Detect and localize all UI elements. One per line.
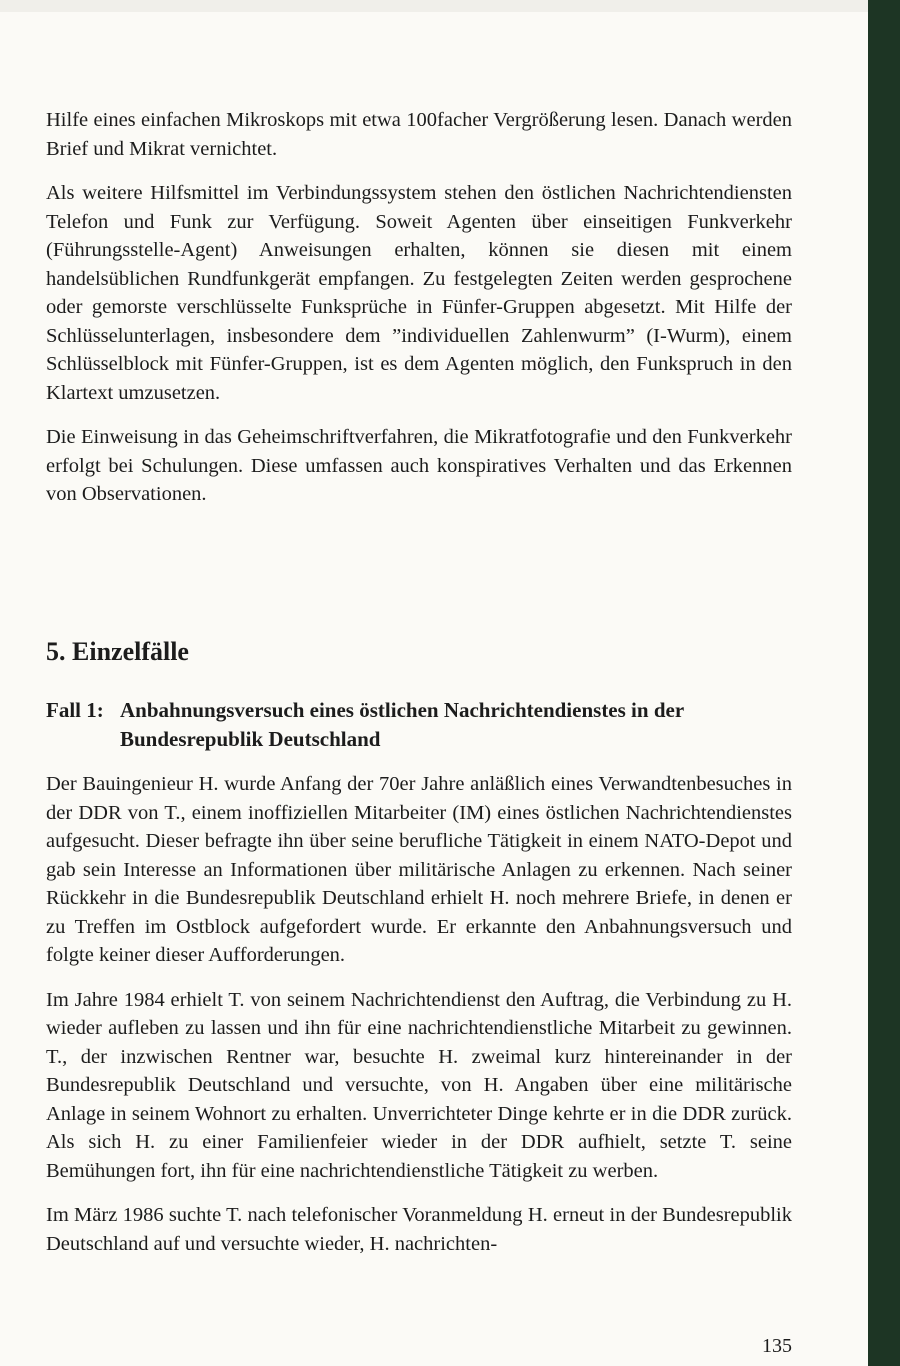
- intro-paragraph-2: Als weitere Hilfsmittel im Verbindungssystem stehen den östlichen Nachrichtendiensten Telefon und Funk zur Verfügung. Soweit Agenten über einseitigen Funkverkehr (Führungsstelle-Agent) Anweisungen erhalten, können sie diesen mit einem handelsüblichen Rundfunkgerät empfangen. Zu festgelegten Zeiten werden gesprochene oder gemorste verschlüsselte Funksprüche in Fünfer-Gruppen abgesetzt. Mit Hilfe der Schlüsselunterlagen, insbesondere dem ”individuellen Zahlenwurm” (I-Wurm), einem Schlüsselblock mit Fünfer-Gruppen, ist es dem Agenten möglich, den Funkspruch in den Klartext umzusetzen.: [46, 182, 792, 404]
- case-block: [46, 696, 792, 1274]
- page-top-strip: [0, 0, 868, 12]
- case-paragraph-2: Im Jahre 1984 erhielt T. von seinem Nachrichtendienst den Auftrag, die Verbindung zu H. wieder aufleben zu lassen und ihn für eine nachrichtendienstliche Mitarbeit zu gewinnen. T., der inzwischen Rentner war, besuchte H. zweimal kurz hintereinander in der Bundesrepublik Deutschland und versuchte, von H. Angaben über eine militärische Anlage in seinem Wohnort zu erhalten. Unverrichteter Dinge kehrte er in die DDR zurück. Als sich H. zu einer Familienfeier wieder in der DDR aufhielt, setzte T. seine Bemühungen fort, ihn für eine nachrichtendienstliche Tätigkeit zu werben.: [46, 988, 792, 1182]
- intro-paragraph-1: Hilfe eines einfachen Mikroskops mit etwa 100facher Vergrößerung lesen. Danach werden Brief und Mikrat vernichtet.: [46, 109, 792, 160]
- section-heading: 5. Einzelfälle: [46, 637, 189, 666]
- case-heading: [46, 696, 792, 754]
- intro-paragraph-3: Die Einweisung in das Geheimschriftverfahren, die Mikratfotografie und den Funkverkehr erfolgt bei Schulungen. Diese umfassen auch konspiratives Verhalten und das Erkennen von Observationen.: [46, 426, 792, 505]
- case-label: Fall 1:: [46, 698, 104, 722]
- case-paragraph-3: Im März 1986 suchte T. nach telefonischer Voranmeldung H. erneut in der Bundesrepublik Deutschland auf und versuchte wieder, H. nachrichten-: [46, 1204, 792, 1255]
- case-paragraph-1: Der Bauingenieur H. wurde Anfang der 70er Jahre anläßlich eines Verwandtenbesuches in der DDR von T., einem inoffiziellen Mitarbeiter (IM) eines östlichen Nachrichtendienstes aufgesucht. Dieser befragte ihn über seine berufliche Tätigkeit in einem NATO-Depot und gab sein Interesse an Informationen über militärische Anlagen zu erkennen. Nach seiner Rückkehr in die Bundesrepublik Deutschland erhielt H. noch mehrere Briefe, in denen er zu Treffen im Ostblock aufgefordert wurde. Er erkannte den Anbahnungsversuch und folgte keiner dieser Aufforderungen.: [46, 773, 792, 966]
- binding-edge: [868, 0, 900, 1366]
- page-number: 135: [762, 1335, 792, 1357]
- case-title: Anbahnungsversuch eines östlichen Nachrichtendienstes in der Bundesrepublik Deutschland: [120, 698, 684, 751]
- intro-block: [46, 106, 792, 525]
